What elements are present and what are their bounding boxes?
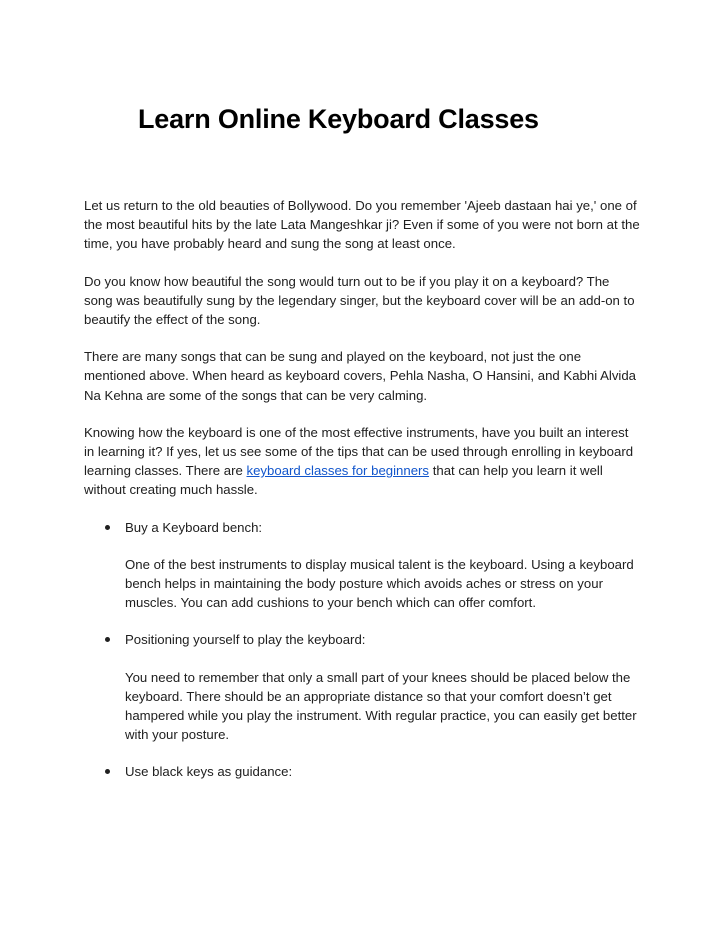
paragraph-3: There are many songs that can be sung and played on the keyboard, not just the one mentioned above. When heard as keyboard covers, Pehla Nasha, O Hansini, and Kabhi Alvida Na Kehna are some of the songs that can be very calming. bbox=[84, 349, 637, 403]
keyboard-classes-link[interactable]: keyboard classes for beginners bbox=[246, 463, 430, 479]
tip-heading-2: Positioning yourself to play the keyboard: bbox=[125, 632, 366, 648]
tip-body-2: You need to remember that only a small part of your knees should be placed below the keyboard. There should be an appropriate distance so that your comfort doesn’t get hampered while you play the instrument. With regular practice, you can easily get better with your posture. bbox=[125, 669, 637, 743]
tips-list bbox=[84, 518, 640, 782]
article-body bbox=[84, 196, 640, 782]
tip-body-1: One of the best instruments to display musical talent is the keyboard. Using a keyboard bench helps in maintaining the body posture which avoids aches or stress on your muscles. You can add cushions to your bench which can offer comfort. bbox=[125, 556, 634, 611]
paragraph-2: Do you know how beautiful the song would turn out to be if you play it on a keyboard? The song was beautifully sung by the legendary singer, but the keyboard cover will be an add-on to beautify the effect of the song. bbox=[84, 273, 635, 328]
list-spacer bbox=[84, 612, 640, 630]
list-item bbox=[84, 630, 640, 744]
link-paragraph-before-text: Knowing how the keyboard is one of the most effective instruments, have you built an interest in learning it? If yes, let us see some of the tips that can be used through enrolling in keyboard learning classes. There are bbox=[84, 424, 634, 479]
tip-heading-1: Buy a Keyboard bench: bbox=[125, 519, 263, 535]
paragraph-1: Let us return to the old beauties of Bollywood. Do you remember 'Ajeeb dastaan hai ye,' one of the most beautiful hits by the late Lata Mangeshkar ji? Even if some of you were not born at the time, you have probably heard and sung the song at least once. bbox=[84, 198, 640, 252]
bullet-point-icon bbox=[105, 769, 110, 774]
list-item bbox=[84, 518, 640, 613]
list-item bbox=[84, 762, 640, 781]
paragraph-with-link bbox=[84, 423, 640, 500]
list-spacer bbox=[84, 744, 640, 762]
bullet-point-icon bbox=[105, 637, 110, 642]
bullet-point-icon bbox=[105, 525, 110, 530]
link-paragraph-after-text: that can help you learn it well without creating much hassle. bbox=[84, 463, 603, 498]
tip-heading-3: Use black keys as guidance: bbox=[125, 764, 293, 780]
page-title: Learn Online Keyboard Classes bbox=[138, 104, 539, 135]
